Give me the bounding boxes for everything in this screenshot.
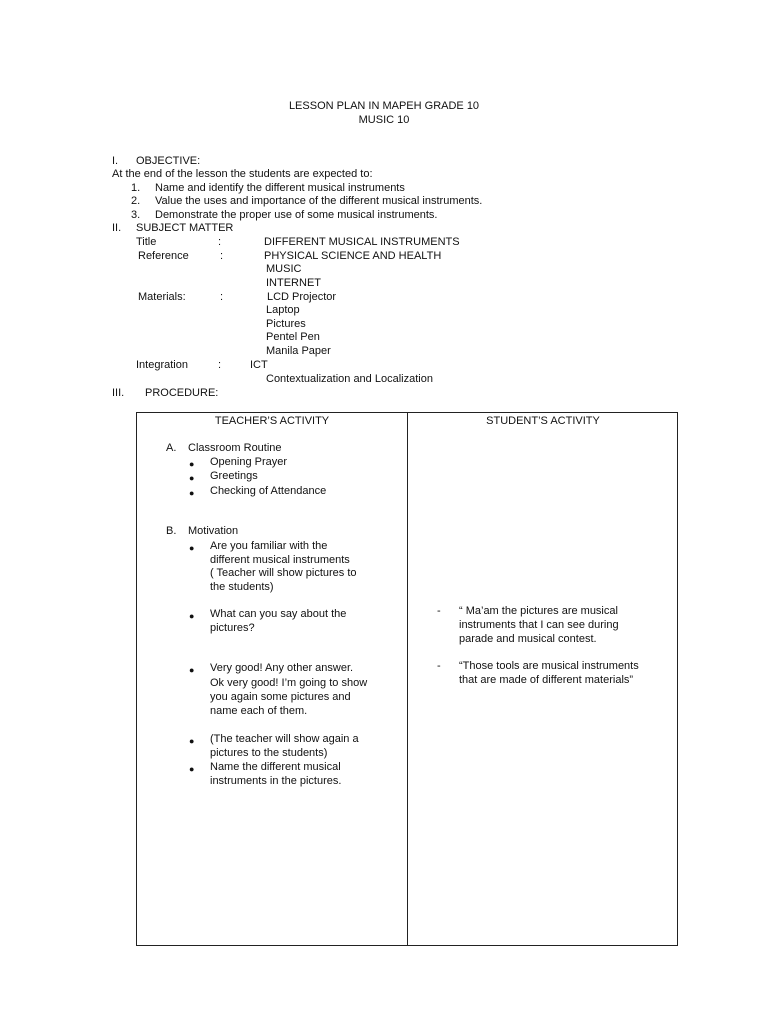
materials-colon: :	[220, 291, 224, 303]
bullet-icon: ●	[189, 665, 195, 675]
column-divider	[407, 413, 408, 945]
objective-item-number: 2.	[131, 195, 141, 207]
student-response-line: that are made of different materials”	[459, 674, 634, 686]
motivation-line: Are you familiar with the	[210, 540, 328, 552]
routine-item: Greetings	[210, 470, 258, 482]
motivation-line: pictures?	[210, 622, 255, 634]
student-activity-header: STUDENT’S ACTIVITY	[486, 415, 600, 427]
objective-item-text: Name and identify the different musical instruments	[155, 182, 405, 194]
student-response-line: “Those tools are musical instruments	[459, 660, 639, 672]
dash-marker: -	[437, 605, 441, 617]
motivation-line: pictures to the students)	[210, 747, 328, 759]
material-item: Pentel Pen	[266, 331, 320, 343]
reference-colon: :	[220, 250, 224, 262]
section-b-title: Motivation	[188, 525, 239, 537]
section-b-letter: B.	[166, 525, 177, 537]
reference-value: PHYSICAL SCIENCE AND HEALTH	[264, 250, 442, 262]
section-a-letter: A.	[166, 442, 177, 454]
title-label: Title	[136, 236, 157, 248]
teacher-activity-header: TEACHER’S ACTIVITY	[214, 415, 330, 427]
objective-item-number: 1.	[131, 182, 141, 194]
integration-value: Contextualization and Localization	[266, 373, 433, 385]
motivation-line: different musical instruments	[210, 554, 350, 566]
bullet-icon: ●	[189, 543, 195, 553]
motivation-line: the students)	[210, 581, 274, 593]
document-subtitle: MUSIC 10	[358, 114, 410, 126]
integration-label: Integration	[136, 359, 188, 371]
activity-table	[136, 412, 678, 946]
dash-marker: -	[437, 660, 441, 672]
section-a-title: Classroom Routine	[188, 442, 282, 454]
integration-value: ICT	[250, 359, 268, 371]
student-response-line: parade and musical contest.	[459, 633, 597, 645]
subject-matter-heading: SUBJECT MATTER	[136, 222, 234, 234]
material-item: Laptop	[266, 304, 300, 316]
motivation-line: ( Teacher will show pictures to	[210, 567, 357, 579]
motivation-line: Ok very good! I’m going to show	[210, 677, 368, 689]
objective-heading: OBJECTIVE:	[136, 155, 201, 167]
materials-label: Materials:	[138, 291, 186, 303]
reference-label: Reference	[138, 250, 189, 262]
subject-matter-numeral: II.	[112, 222, 122, 234]
document-title: LESSON PLAN IN MAPEH GRADE 10	[288, 100, 480, 112]
bullet-icon: ●	[189, 459, 195, 469]
material-item: Manila Paper	[266, 345, 331, 357]
bullet-icon: ●	[189, 488, 195, 498]
procedure-numeral: III.	[112, 387, 125, 399]
reference-value: INTERNET	[266, 277, 321, 289]
objective-numeral: I.	[112, 155, 119, 167]
title-colon: :	[218, 236, 222, 248]
motivation-line: instruments in the pictures.	[210, 775, 342, 787]
material-item: Pictures	[266, 318, 306, 330]
motivation-line: name each of them.	[210, 705, 308, 717]
bullet-icon: ●	[189, 736, 195, 746]
objective-intro: At the end of the lesson the students are expected to:	[112, 168, 373, 180]
procedure-heading: PROCEDURE:	[145, 387, 219, 399]
routine-item: Checking of Attendance	[210, 485, 327, 497]
routine-item: Opening Prayer	[210, 456, 288, 468]
objective-item-text: Demonstrate the proper use of some musical instruments.	[155, 209, 438, 221]
reference-value: MUSIC	[266, 263, 302, 275]
student-response-line: “ Ma’am the pictures are musical	[459, 605, 618, 617]
motivation-line: What can you say about the	[210, 608, 347, 620]
motivation-line: (The teacher will show again a	[210, 733, 359, 745]
objective-item-text: Value the uses and importance of the different musical instruments.	[155, 195, 483, 207]
bullet-icon: ●	[189, 473, 195, 483]
title-value: DIFFERENT MUSICAL INSTRUMENTS	[264, 236, 460, 248]
bullet-icon: ●	[189, 764, 195, 774]
bullet-icon: ●	[189, 611, 195, 621]
objective-item-number: 3.	[131, 209, 141, 221]
material-item: LCD Projector	[267, 291, 337, 303]
integration-colon: :	[218, 359, 222, 371]
motivation-line: you again some pictures and	[210, 691, 351, 703]
student-response-line: instruments that I can see during	[459, 619, 619, 631]
motivation-line: Very good! Any other answer.	[210, 662, 354, 674]
motivation-line: Name the different musical	[210, 761, 341, 773]
